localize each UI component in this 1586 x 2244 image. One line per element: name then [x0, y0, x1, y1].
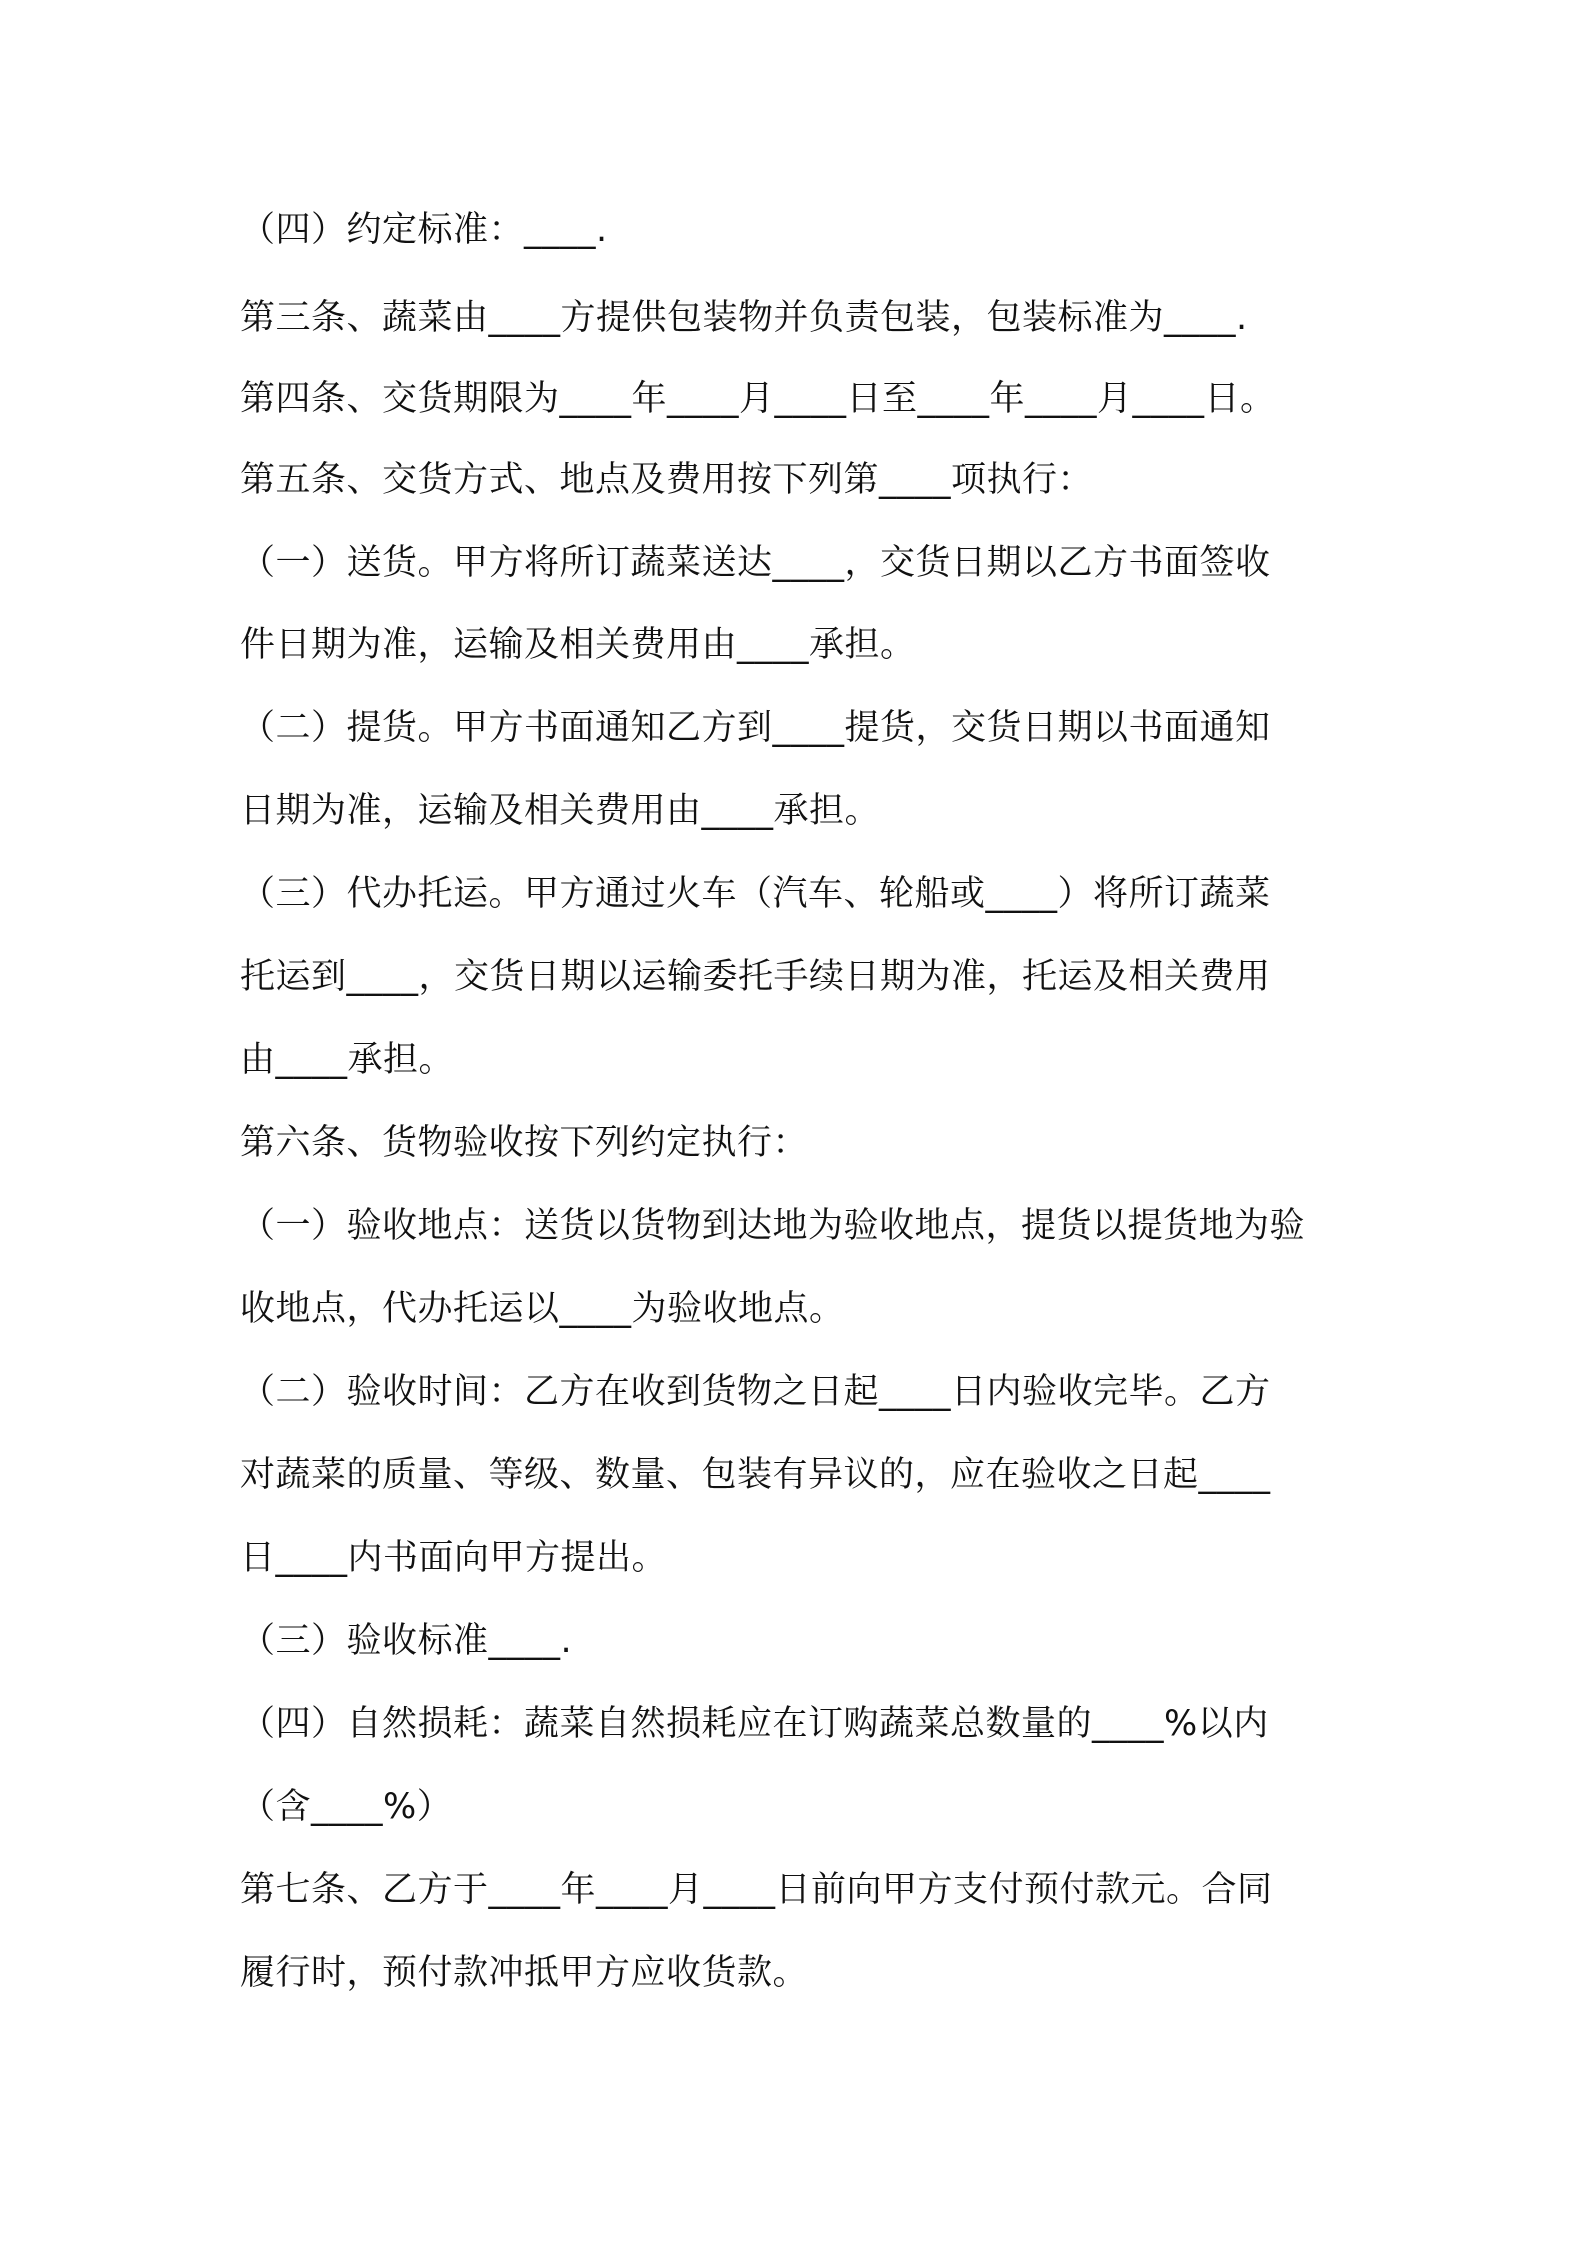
article-6-item-1-line-2: 收地点，代办托运以____为验收地点。: [240, 1289, 845, 1329]
article-6-inspection: 第六条、货物验收按下列约定执行：: [240, 1123, 809, 1163]
article-5-item-1-line-1: （一）送货。甲方将所订蔬菜送达____，交货日期以乙方书面签收: [240, 543, 1271, 583]
article-6-item-2-line-2: 对蔬菜的质量、等级、数量、包装有异议的，应在验收之日起____: [240, 1455, 1271, 1495]
article-5-item-3-line-2: 托运到____，交货日期以运输委托手续日期为准，托运及相关费用: [240, 957, 1271, 997]
clause-4-4-standard: （四）约定标准：____.: [240, 210, 608, 250]
article-5-item-3-line-1: （三）代办托运。甲方通过火车（汽车、轮船或____）将所订蔬菜: [240, 874, 1271, 914]
article-6-item-1-line-1: （一）验收地点：送货以货物到达地为验收地点，提货以提货地为验: [240, 1206, 1306, 1246]
article-5-item-1-line-2: 件日期为准，运输及相关费用由____承担。: [240, 625, 916, 665]
article-5-item-3-line-3: 由____承担。: [240, 1040, 455, 1080]
article-6-item-4-line-1: （四）自然损耗：蔬菜自然损耗应在订购蔬菜总数量的____%以内: [240, 1704, 1269, 1744]
article-7-prepayment-line-2: 履行时，预付款冲抵甲方应收货款。: [240, 1953, 809, 1993]
article-6-item-4-line-2: （含____%）: [240, 1787, 453, 1827]
article-5-item-2-line-2: 日期为准，运输及相关费用由____承担。: [240, 791, 881, 831]
article-6-item-2-line-3: 日____内书面向甲方提出。: [240, 1538, 668, 1578]
article-3-packaging: 第三条、蔬菜由____方提供包装物并负责包装，包装标准为____.: [240, 298, 1248, 338]
article-6-item-3: （三）验收标准____.: [240, 1621, 573, 1661]
article-4-delivery-period: 第四条、交货期限为____年____月____日至____年____月____日。: [240, 379, 1276, 419]
article-7-prepayment-line-1: 第七条、乙方于____年____月____日前向甲方支付预付款元。合同: [240, 1870, 1273, 1910]
article-5-item-2-line-1: （二）提货。甲方书面通知乙方到____提货，交货日期以书面通知: [240, 708, 1271, 748]
article-6-item-2-line-1: （二）验收时间：乙方在收到货物之日起____日内验收完毕。乙方: [240, 1372, 1271, 1412]
article-5-delivery-method: 第五条、交货方式、地点及费用按下列第____项执行：: [240, 460, 1094, 500]
